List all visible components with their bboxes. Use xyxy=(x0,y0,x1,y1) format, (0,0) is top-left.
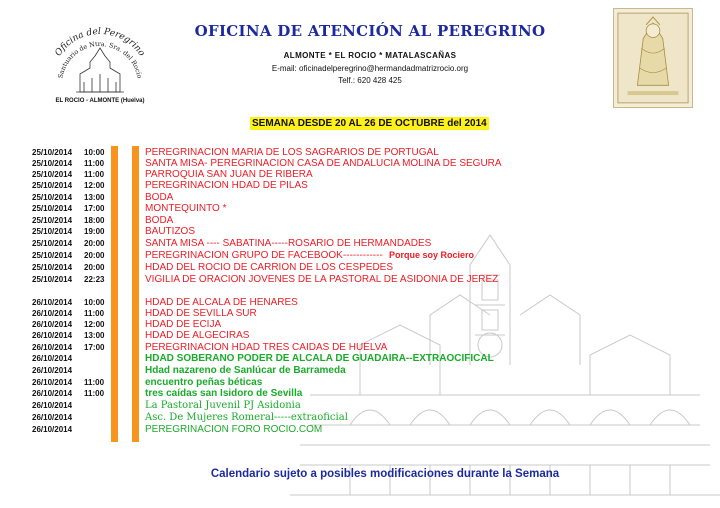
row-time: 17:00 xyxy=(84,204,105,213)
office-seal-logo xyxy=(40,22,160,106)
row-event-extra: Porque soy Rociero xyxy=(389,250,475,260)
row-date: 26/10/2014 xyxy=(32,309,73,318)
svg-text:Santuario de Ntra. Sra. del Ro: Santuario de Ntra. Sra. del Rocío xyxy=(56,39,144,80)
schedule-row xyxy=(0,308,720,319)
schedule-row xyxy=(0,297,720,308)
row-time: 13:00 xyxy=(84,331,105,340)
row-event: Hdad nazareno de Sanlúcar de Barrameda xyxy=(145,365,346,376)
row-event: PARROQUIA SAN JUAN DE RIBERA xyxy=(145,169,313,180)
row-event: La Pastoral Juvenil PJ Asidonia xyxy=(145,400,301,411)
schedule-row xyxy=(0,342,720,353)
row-time: 12:00 xyxy=(84,320,105,329)
page-title: OFICINA DE ATENCIÓN AL PEREGRINO xyxy=(194,22,546,40)
row-event: PEREGRINACION FORO ROCIO.COM xyxy=(145,424,323,435)
footer-note: Calendario sujeto a posibles modificaciones durante la Semana xyxy=(210,468,560,480)
schedule-row xyxy=(0,353,720,364)
virgin-image xyxy=(613,8,693,108)
row-event: PEREGRINACION GRUPO DE FACEBOOK------------ xyxy=(145,250,383,261)
row-event: BODA xyxy=(145,215,174,226)
row-date: 25/10/2014 xyxy=(32,159,73,168)
row-time: 17:00 xyxy=(84,343,105,352)
row-date: 26/10/2014 xyxy=(32,331,73,340)
row-time: 11:00 xyxy=(84,389,105,398)
row-time: 13:00 xyxy=(84,193,105,202)
row-date: 26/10/2014 xyxy=(32,413,73,422)
row-date: 25/10/2014 xyxy=(32,239,73,248)
row-date: 26/10/2014 xyxy=(32,401,73,410)
row-event: MONTEQUINTO * xyxy=(145,203,227,214)
schedule-row xyxy=(0,400,720,411)
row-event: SANTA MISA- PEREGRINACION CASA DE ANDALUCIA MOLINA DE SEGURA xyxy=(145,158,502,169)
row-time: 19:00 xyxy=(84,227,105,236)
email-line: E-mail: oficinadelperegrino@hermandadmatrizrocio.org xyxy=(271,64,469,73)
schedule-row xyxy=(0,262,720,273)
row-date: 26/10/2014 xyxy=(32,366,73,375)
row-date: 25/10/2014 xyxy=(32,275,73,284)
row-date: 25/10/2014 xyxy=(32,148,73,157)
row-time: 11:00 xyxy=(84,170,105,179)
locations-line: ALMONTE * EL ROCIO * MATALASCAÑAS xyxy=(283,51,457,60)
row-event: encuentro peñas béticas xyxy=(145,377,263,388)
row-date: 25/10/2014 xyxy=(32,216,73,225)
schedule-row xyxy=(0,250,720,261)
row-event: HDAD DE ALGECIRAS xyxy=(145,330,250,341)
row-date: 25/10/2014 xyxy=(32,204,73,213)
schedule-row xyxy=(0,226,720,237)
schedule-row xyxy=(0,158,720,169)
row-event: HDAD DEL ROCIO DE CARRION DE LOS CESPEDES xyxy=(145,262,394,273)
schedule-row xyxy=(0,215,720,226)
schedule-row xyxy=(0,274,720,285)
row-event: tres caídas san Isidoro de Sevilla xyxy=(145,388,303,399)
row-event: PEREGRINACION MARIA DE LOS SAGRARIOS DE PORTUGAL xyxy=(145,147,439,158)
schedule-row xyxy=(0,180,720,191)
row-date: 26/10/2014 xyxy=(32,298,73,307)
row-date: 25/10/2014 xyxy=(32,181,73,190)
row-date: 26/10/2014 xyxy=(32,425,73,434)
row-date: 26/10/2014 xyxy=(32,343,73,352)
row-time: 10:00 xyxy=(84,148,105,157)
row-event: HDAD SOBERANO PODER DE ALCALA DE GUADAIRA--EXTRAOCIFICAL xyxy=(145,353,494,364)
row-time: 18:00 xyxy=(84,216,105,225)
schedule-row xyxy=(0,377,720,388)
row-event: SANTA MISA ---- SABATINA-----ROSARIO DE HERMANDADES xyxy=(145,238,432,249)
row-date: 26/10/2014 xyxy=(32,389,73,398)
row-time: 20:00 xyxy=(84,251,105,260)
row-time: 11:00 xyxy=(84,159,105,168)
schedule-row xyxy=(0,330,720,341)
phone-line: Telf.: 620 428 425 xyxy=(338,76,402,85)
row-event: VIGILIA DE ORACION JOVENES DE LA PASTORAL DE ASIDONIA DE JEREZ xyxy=(145,274,499,285)
row-event: HDAD DE ALCALA DE HENARES xyxy=(145,297,298,308)
schedule-row xyxy=(0,238,720,249)
schedule-row xyxy=(0,192,720,203)
row-date: 25/10/2014 xyxy=(32,193,73,202)
week-label: SEMANA DESDE 20 AL 26 DE OCTUBRE del 2014 xyxy=(252,118,487,129)
row-time: 11:00 xyxy=(84,309,105,318)
schedule-row xyxy=(0,388,720,399)
svg-text:EL ROCIO - ALMONTE (Huelva): EL ROCIO - ALMONTE (Huelva) xyxy=(55,98,145,104)
svg-text:Oficina del Peregrino: Oficina del Peregrino xyxy=(53,26,147,59)
row-date: 26/10/2014 xyxy=(32,354,73,363)
row-event: BAUTIZOS xyxy=(145,226,196,237)
row-event: PEREGRINACION HDAD TRES CAIDAS DE HUELVA xyxy=(145,342,388,353)
row-time: 22:23 xyxy=(84,275,105,284)
schedule-row xyxy=(0,365,720,376)
row-event: HDAD DE SEVILLA SUR xyxy=(145,308,257,319)
row-date: 26/10/2014 xyxy=(32,378,73,387)
row-date: 25/10/2014 xyxy=(32,227,73,236)
row-time: 12:00 xyxy=(84,181,105,190)
row-date: 25/10/2014 xyxy=(32,251,73,260)
schedule-row xyxy=(0,424,720,435)
row-time: 10:00 xyxy=(84,298,105,307)
row-event: BODA xyxy=(145,192,174,203)
row-date: 26/10/2014 xyxy=(32,320,73,329)
row-time: 20:00 xyxy=(84,263,105,272)
schedule-row xyxy=(0,147,720,158)
schedule-row xyxy=(0,169,720,180)
row-event: Asc. De Mujeres Romeral-----extraoficial xyxy=(145,412,348,423)
row-time: 20:00 xyxy=(84,239,105,248)
row-time: 11:00 xyxy=(84,378,105,387)
row-event: HDAD DE ECIJA xyxy=(145,319,222,330)
schedule-row xyxy=(0,203,720,214)
schedule-row xyxy=(0,319,720,330)
schedule-row xyxy=(0,412,720,423)
row-event: PEREGRINACION HDAD DE PILAS xyxy=(145,180,308,191)
row-date: 25/10/2014 xyxy=(32,263,73,272)
row-date: 25/10/2014 xyxy=(32,170,73,179)
